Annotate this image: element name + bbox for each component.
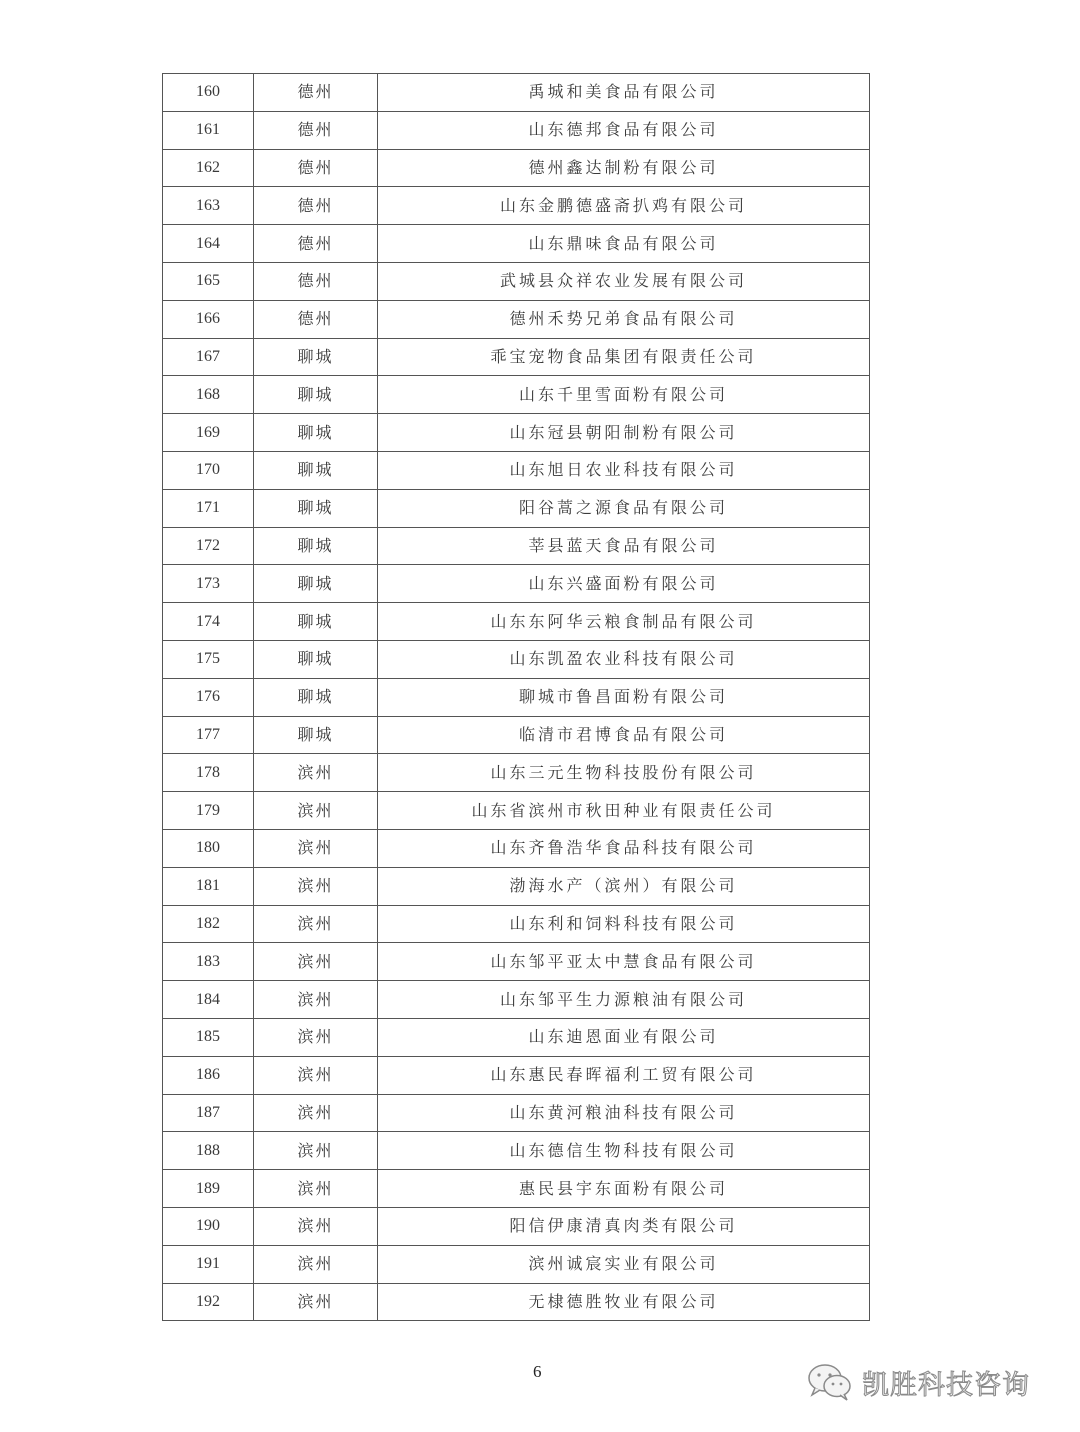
company-name-cell: 山东德信生物科技有限公司 [378, 1132, 870, 1170]
row-number-cell: 192 [163, 1283, 254, 1321]
company-name-cell: 山东利和饲料科技有限公司 [378, 905, 870, 943]
row-number-cell: 160 [163, 74, 254, 112]
city-cell: 滨州 [254, 792, 378, 830]
row-number-cell: 170 [163, 451, 254, 489]
table-row [163, 149, 870, 187]
company-name-cell: 德州鑫达制粉有限公司 [378, 149, 870, 187]
watermark [806, 1362, 1030, 1402]
row-number-cell: 182 [163, 905, 254, 943]
company-name-cell: 山东兴盛面粉有限公司 [378, 565, 870, 603]
row-number-cell: 165 [163, 262, 254, 300]
city-cell: 滨州 [254, 754, 378, 792]
wechat-icon [806, 1362, 856, 1402]
company-name-cell: 山东凯盈农业科技有限公司 [378, 640, 870, 678]
row-number-cell: 171 [163, 489, 254, 527]
row-number-cell: 168 [163, 376, 254, 414]
table-row [163, 489, 870, 527]
table-row [163, 1245, 870, 1283]
company-name-cell: 德州禾势兄弟食品有限公司 [378, 300, 870, 338]
table-row [163, 262, 870, 300]
city-cell: 德州 [254, 74, 378, 112]
table-row [163, 867, 870, 905]
city-cell: 德州 [254, 187, 378, 225]
company-name-cell: 禹城和美食品有限公司 [378, 74, 870, 112]
row-number-cell: 161 [163, 111, 254, 149]
table-row [163, 716, 870, 754]
table-row [163, 1170, 870, 1208]
table-row [163, 414, 870, 452]
city-cell: 德州 [254, 111, 378, 149]
table-row [163, 943, 870, 981]
city-cell: 滨州 [254, 1132, 378, 1170]
company-name-cell: 武城县众祥农业发展有限公司 [378, 262, 870, 300]
city-cell: 聊城 [254, 640, 378, 678]
row-number-cell: 189 [163, 1170, 254, 1208]
table-row [163, 1094, 870, 1132]
city-cell: 聊城 [254, 414, 378, 452]
row-number-cell: 180 [163, 829, 254, 867]
table-row [163, 225, 870, 263]
company-name-cell: 临清市君博食品有限公司 [378, 716, 870, 754]
city-cell: 聊城 [254, 376, 378, 414]
table-row [163, 829, 870, 867]
row-number-cell: 177 [163, 716, 254, 754]
company-name-cell: 滨州诚宸实业有限公司 [378, 1245, 870, 1283]
table-row [163, 376, 870, 414]
city-cell: 德州 [254, 149, 378, 187]
table-row [163, 1283, 870, 1321]
table-row [163, 1132, 870, 1170]
company-name-cell: 阳谷蒿之源食品有限公司 [378, 489, 870, 527]
watermark-text: 凯胜科技咨询 [862, 1369, 1030, 1401]
city-cell: 聊城 [254, 603, 378, 641]
company-name-cell: 山东惠民春晖福利工贸有限公司 [378, 1056, 870, 1094]
city-cell: 滨州 [254, 1094, 378, 1132]
row-number-cell: 190 [163, 1207, 254, 1245]
row-number-cell: 172 [163, 527, 254, 565]
city-cell: 德州 [254, 262, 378, 300]
city-cell: 滨州 [254, 905, 378, 943]
city-cell: 滨州 [254, 829, 378, 867]
table-row [163, 603, 870, 641]
row-number-cell: 174 [163, 603, 254, 641]
city-cell: 滨州 [254, 867, 378, 905]
row-number-cell: 187 [163, 1094, 254, 1132]
row-number-cell: 184 [163, 981, 254, 1019]
city-cell: 德州 [254, 225, 378, 263]
table-row [163, 792, 870, 830]
row-number-cell: 169 [163, 414, 254, 452]
company-name-cell: 山东金鹏德盛斋扒鸡有限公司 [378, 187, 870, 225]
row-number-cell: 173 [163, 565, 254, 603]
table-row [163, 451, 870, 489]
table-row [163, 1018, 870, 1056]
table-row [163, 565, 870, 603]
table-row [163, 74, 870, 112]
company-name-cell: 乖宝宠物食品集团有限责任公司 [378, 338, 870, 376]
company-name-cell: 渤海水产（滨州）有限公司 [378, 867, 870, 905]
row-number-cell: 191 [163, 1245, 254, 1283]
company-name-cell: 山东齐鲁浩华食品科技有限公司 [378, 829, 870, 867]
company-name-cell: 山东鼎味食品有限公司 [378, 225, 870, 263]
company-name-cell: 山东三元生物科技股份有限公司 [378, 754, 870, 792]
company-name-cell: 无棣德胜牧业有限公司 [378, 1283, 870, 1321]
table-row [163, 1207, 870, 1245]
city-cell: 聊城 [254, 451, 378, 489]
city-cell: 滨州 [254, 1018, 378, 1056]
company-name-cell: 聊城市鲁昌面粉有限公司 [378, 678, 870, 716]
company-name-cell: 山东邹平生力源粮油有限公司 [378, 981, 870, 1019]
company-name-cell: 山东黄河粮油科技有限公司 [378, 1094, 870, 1132]
company-list-table [162, 73, 870, 1321]
page-number: 6 [533, 1362, 542, 1381]
row-number-cell: 181 [163, 867, 254, 905]
city-cell: 滨州 [254, 1245, 378, 1283]
table-row [163, 754, 870, 792]
table-row [163, 187, 870, 225]
table-row [163, 905, 870, 943]
city-cell: 聊城 [254, 716, 378, 754]
row-number-cell: 178 [163, 754, 254, 792]
row-number-cell: 167 [163, 338, 254, 376]
company-name-cell: 惠民县宇东面粉有限公司 [378, 1170, 870, 1208]
table-row [163, 981, 870, 1019]
city-cell: 滨州 [254, 1283, 378, 1321]
table-row [163, 111, 870, 149]
city-cell: 聊城 [254, 489, 378, 527]
city-cell: 滨州 [254, 1056, 378, 1094]
table-row [163, 1056, 870, 1094]
row-number-cell: 185 [163, 1018, 254, 1056]
row-number-cell: 186 [163, 1056, 254, 1094]
company-name-cell: 山东东阿华云粮食制品有限公司 [378, 603, 870, 641]
row-number-cell: 164 [163, 225, 254, 263]
company-name-cell: 阳信伊康清真肉类有限公司 [378, 1207, 870, 1245]
row-number-cell: 188 [163, 1132, 254, 1170]
company-name-cell: 莘县蓝天食品有限公司 [378, 527, 870, 565]
city-cell: 滨州 [254, 1170, 378, 1208]
city-cell: 聊城 [254, 338, 378, 376]
row-number-cell: 176 [163, 678, 254, 716]
table-row [163, 338, 870, 376]
company-name-cell: 山东千里雪面粉有限公司 [378, 376, 870, 414]
table-row [163, 678, 870, 716]
company-name-cell: 山东省滨州市秋田种业有限责任公司 [378, 792, 870, 830]
table-row [163, 640, 870, 678]
table-row [163, 527, 870, 565]
city-cell: 滨州 [254, 981, 378, 1019]
company-name-cell: 山东德邦食品有限公司 [378, 111, 870, 149]
table-body [163, 74, 870, 1321]
city-cell: 聊城 [254, 565, 378, 603]
row-number-cell: 162 [163, 149, 254, 187]
company-name-cell: 山东邹平亚太中慧食品有限公司 [378, 943, 870, 981]
row-number-cell: 183 [163, 943, 254, 981]
table-row [163, 300, 870, 338]
city-cell: 滨州 [254, 943, 378, 981]
company-name-cell: 山东迪恩面业有限公司 [378, 1018, 870, 1056]
company-name-cell: 山东冠县朝阳制粉有限公司 [378, 414, 870, 452]
row-number-cell: 175 [163, 640, 254, 678]
city-cell: 聊城 [254, 527, 378, 565]
city-cell: 聊城 [254, 678, 378, 716]
city-cell: 德州 [254, 300, 378, 338]
company-name-cell: 山东旭日农业科技有限公司 [378, 451, 870, 489]
row-number-cell: 179 [163, 792, 254, 830]
row-number-cell: 163 [163, 187, 254, 225]
city-cell: 滨州 [254, 1207, 378, 1245]
row-number-cell: 166 [163, 300, 254, 338]
